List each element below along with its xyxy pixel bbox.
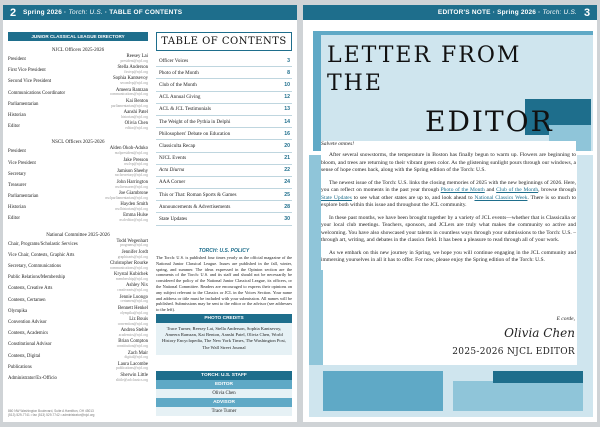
toc-item[interactable] [156,201,292,213]
directory-person [120,214,149,225]
advisor-label: ADVISOR [156,398,292,407]
toc-item[interactable] [156,213,292,225]
closing: E corde, [556,316,575,322]
salutation: Salvete omnes! [321,141,355,147]
toc-item-title: AAA Corner [159,179,186,186]
toc-item-title: Officer Voices [159,57,189,64]
toc-item-page: 21 [284,155,290,162]
directory-group-heading: NJCL Officers 2025-2026 [51,48,105,53]
directory-role: First Vice President [8,68,46,74]
deco-block-bottom2 [323,371,443,411]
directory-person [123,159,148,170]
toc-item-title: This or That: Roman Sports & Games [159,191,237,198]
directory-person [113,77,148,88]
directory-email[interactable]: programs@njcl.org [120,243,148,248]
footer-address: 860 NW Washington Boulevard, Suite A Hamilton, OH 45013 [8,408,94,413]
directory-name: Bennett Henkel [118,305,148,311]
directory-name: Ashley Nix [126,283,148,289]
toc-item-title: The Weight of the Pythia in Delphi [159,118,231,125]
directory-row [8,147,148,158]
title-line-3: EDITOR [425,105,554,138]
directory-name: Brian Compton [118,339,148,345]
directory-person [117,340,148,351]
directory-role: Parliamentarian [8,101,39,107]
directory-email[interactable]: nscltreasurer@njcl.org [115,184,148,189]
toc-item-title: Announcements & Advertisements [159,203,231,210]
paragraph-4: As we embark on this new journey in Spring, we hope you will continue engaging in the JCL community and immersing yourselves in all it has to offer. For now, please enjoy the Spring edition of the Torch: U.S. [321,249,576,264]
directory-name: Reesey Lai [126,54,148,59]
toc-item-page: 28 [284,203,290,210]
directory-email[interactable]: communications@njcl.org [109,92,148,97]
title-line-1: LETTER FROM [327,43,522,68]
toc-item-title: Classiculta Recap [159,142,196,149]
right-page [303,5,597,422]
directory-email[interactable]: nsclpresident@njcl.org [114,151,148,156]
toc-item[interactable] [156,140,292,152]
directory-person [124,352,148,363]
directory-role: Secretary [8,171,27,177]
toc-item[interactable] [156,67,292,79]
editor-name: Olivia Chen [212,391,236,396]
directory-name: Alden Okoh-Aduko [109,146,148,152]
directory-name: Christopher Rourke [110,261,148,266]
directory-name: Andrea Stehle [120,328,148,334]
directory-role: Contests, Digital [8,353,41,359]
staff-title: TORCH: U.S. STAFF [156,371,292,380]
toc-item[interactable] [156,92,292,104]
left-page [3,5,297,422]
directory-role: Publications [8,364,32,370]
directory-role: Treasurer [8,182,27,188]
directory-role: Contests, Academics [8,331,48,337]
directory-row [8,214,148,225]
directory-name: Emma Hulse [123,213,148,219]
directory-name: Joe Giambrone [118,191,148,197]
directory-email[interactable]: nscleditor@njcl.org [119,218,148,223]
toc-item-page: 24 [284,179,290,186]
toc-item-page: 13 [284,106,290,113]
directory-email[interactable]: communications@njcl.org [109,265,148,270]
directory-email[interactable]: president@njcl.org [120,58,148,63]
header-text: EDITOR'S NOTE · Spring 2026 · Torch: U.S. [437,9,577,16]
directory-footer [8,409,148,417]
directory-email[interactable]: publications@njcl.org [116,366,148,371]
credits-title: PHOTO CREDITS [156,314,292,323]
right-header [303,5,597,20]
toc-item[interactable] [156,79,292,91]
directory-email[interactable]: nsclparliamentarian@njcl.org [105,195,148,200]
advisor-name: Trace Turner [211,409,237,414]
deco-block-bottom3 [453,381,583,411]
toc-item-title: ACL & JCL Testimonials [159,106,211,113]
directory-name: Hayden Smith [120,202,148,208]
directory-email[interactable]: constitution@njcl.org [116,344,148,349]
toc-item-page: 25 [284,191,290,198]
directory-name: Krystal Kubichek [114,272,148,278]
directory-email[interactable]: digital@njcl.org [124,355,148,360]
directory-name: Stella Anderson [117,65,148,71]
toc-item[interactable] [156,55,292,67]
toc-item-page: 3 [287,57,290,64]
directory-email[interactable]: secondvp@njcl.org [120,81,148,86]
link-state-updates[interactable]: State Updates [321,194,352,201]
directory-row [8,374,148,385]
table-of-contents [156,32,292,226]
directory-person [117,284,148,295]
directory-role: Editor [8,216,20,222]
toc-title: TABLE OF CONTENTS [156,32,292,51]
directory-name: Jamison Sheehy [116,168,148,174]
directory-role: Chair, Programs/Scholastic Services [8,241,78,247]
left-header [3,5,297,20]
directory-email[interactable]: nsclsecretary@njcl.org [114,173,148,178]
directory-name: Zach Mair [127,350,148,356]
directory-row [8,340,148,351]
directory-row [8,122,148,133]
policy-text: The Torch: U.S. is published four times yearly as the official magazine of the National Junior Classical League. Issues are published in the fall, winter, spring, and summer. The ideas expressed in the Opinion section are the comments of the Torch: U.S. and its staff and should not be necessarily be considered the policy of the National Junior Classical League, its officers, or the National Committee. Readers are encouraged to express their opinions on any subject relevant to the Classics or JCL in the Voices Section. Your name and address or title must be included with your submission. All names will be published. Submissions may be sent to the editor or the advisor (see addresses to the left). [156,255,292,313]
directory-email[interactable]: historian@njcl.org [121,114,148,119]
policy-title: TORCH: U.S. POLICY [198,248,250,254]
toc-item[interactable] [156,177,292,189]
directory-name: Ameera Ramzan [115,87,148,93]
page-number: 3 [583,6,591,19]
toc-item-title: Photo of the Month [159,69,199,76]
directory-role: Contests, Creative Arts [8,286,53,292]
toc-item-page: 14 [284,118,290,125]
paragraph-1: After several snowstorms, the temperature in Boston has finally begun to warm up. Flowers are beginning to bloom, and trees are returning to their vibrant green color. As the glistening sunlight pours through our windows, a sense of hope comes back, along with the Spring edition of the Torch: U.S. [321,152,576,174]
toc-item[interactable] [156,189,292,201]
directory-email[interactable]: certamen@njcl.org [120,299,148,304]
toc-item[interactable] [156,116,292,128]
directory-role: Editor [8,124,20,130]
directory-email[interactable]: firstvp@njcl.org [124,69,148,74]
link-club-of-the-month[interactable]: Club of the Month [496,187,539,194]
directory-role: Olympika [8,308,28,314]
toc-item-page: 10 [284,81,290,88]
signature: Olivia Chen [504,326,575,340]
header-text: Spring 2026 · Torch: U.S. · TABLE OF CONTENTS [23,9,183,16]
directory-email[interactable]: nsclvp@njcl.org [124,162,148,167]
directory-name: Aanshi Patel [123,109,148,115]
directory-role: Convention Advisor [8,319,47,325]
directory-banner: JUNIOR CLASSICAL LEAGUE DIRECTORY [8,32,148,41]
toc-item-title: Acta Diurna [159,167,185,174]
directory-name: Liz Bouis [129,316,148,322]
toc-item-title: NJCL Events [159,155,187,162]
directory-role: President [8,57,26,62]
directory-group-heading: National Committee 2025-2026 [46,232,110,238]
directory-role: Historian [8,205,26,211]
directory-email[interactable]: convention@njcl.org [117,321,148,326]
directory-role: Communications Coordinator [8,90,66,96]
title-line-2: THE [327,71,383,96]
toc-item-page: 16 [284,130,290,137]
directory-role: Vice President [8,160,36,166]
signer-role: 2025-2026 NJCL EDITOR [452,347,575,357]
directory-row [8,352,148,363]
toc-item[interactable] [156,165,292,177]
directory-role: Parliamentarian [8,194,39,200]
toc-item-page: 8 [287,69,290,76]
toc-item-title: ACL Annual Giving [159,94,201,101]
footer-contact: (513) 529-7741 • fax (513) 529-7742 • administrator@njcl.org [8,412,95,417]
directory-person [125,122,148,133]
staff-box [156,371,292,416]
directory-email[interactable]: membership@njcl.org [115,276,148,281]
directory-name: Todd Wegenhart [116,238,148,244]
paragraph-2: The newest issue of the Torch: U.S. links the closing memories of 2025 with the new beginnings of 2026. Here, you can reflect on moments in the past year through Photo of the Month and Club of the Month, browse through State Updates to see what other states are up to, and look ahead to National Classics Week. There is so much to explore both within this issue and throughout the JCL community. [321,179,577,209]
directory-email[interactable]: nsclhistorian@njcl.org [115,207,148,212]
toc-item-title: Club of the Month [159,81,197,88]
directory-email[interactable]: olympika@njcl.org [120,310,148,315]
policy-section [156,248,292,313]
directory-role: Second Vice President [8,79,52,85]
directory-email[interactable]: parliamentarian@njcl.org [111,103,148,108]
toc-item[interactable] [156,104,292,116]
editor-label: EDITOR [156,380,292,389]
toc-item-title: Philosophers' Debate on Education [159,130,231,137]
directory-name: Sherwin Little [120,372,148,378]
directory-person [116,374,148,385]
link-national-classics-week[interactable]: National Classics Week [474,194,528,201]
directory-role: Secretary, Communications [8,264,61,269]
directory-name: Jennifer Jordt [121,249,148,255]
directory-role: Historian [8,112,26,118]
directory-row [8,307,148,318]
directory [8,32,148,385]
directory-name: Jake Presson [123,157,148,163]
directory-role: Public Relations/Membership [8,275,66,281]
directory-name: Laura Lacombe [117,361,148,367]
toc-item-page: 30 [284,216,290,223]
directory-email[interactable]: creativearts@njcl.org [117,288,148,293]
page-number: 2 [9,6,17,19]
directory-group-heading: NSCL Officers 2025-2026 [51,140,105,146]
directory-email[interactable]: editor@njcl.org [125,125,148,130]
directory-name: John Harrington [116,179,148,185]
directory-role: Contests, Certamen [8,297,46,303]
toc-item-page: 12 [284,94,290,101]
toc-item[interactable] [156,153,292,165]
directory-role: President [8,149,26,155]
credits-text: Trace Turner, Reesey Lai, Stella Anderson, Sophia Kantsevoy, Ameera Ramzan, Kai Benton, Aanshi Patel, Olivia Chen, World History Encyclopedia, The New York Times, The Washington Post, The Wall Street Journal [162,326,286,350]
directory-name: Olivia Chen [124,121,148,127]
directory-person [110,147,148,158]
directory-email[interactable]: academics@njcl.org [118,332,148,337]
directory-row [8,159,148,170]
directory-role: Constitutional Advisor [8,342,52,348]
directory-row [8,77,148,88]
directory-role: Vice Chair, Contests, Graphic Arts [8,252,75,258]
link-photo-of-the-month[interactable]: Photo of the Month [440,187,485,194]
directory-role: Administrator/Ex-Officio [8,375,57,381]
photo-credits [156,314,292,355]
deco-block-bottom4 [493,371,583,383]
paragraph-3: In these past months, we have been brought together by a variety of JCL events—whether that is Classicalia or your local club meetings. Teachers, sponsors, and JCLers are truly what makes the community so active and welcoming. You have also showcased your talents in countless ways through your submissions to the Torch: U.S. – through art, writing, and debates in the classics field. It has been a pleasure to read through all of your work. [321,214,576,244]
toc-item[interactable] [156,128,292,140]
toc-item-title: State Updates [159,216,188,223]
directory-email[interactable]: graphicarts@njcl.org [117,254,148,259]
toc-item-page: 22 [284,167,290,174]
toc-list [156,55,292,226]
directory-email[interactable]: slittle@aclclassics.org [115,377,148,382]
directory-name: Jennie Luongo [119,294,148,300]
directory-name: Kai Benton [126,98,148,104]
toc-item-page: 20 [284,142,290,149]
directory-row [8,284,148,295]
letter-body [321,141,576,270]
deco-block-side2 [577,155,593,375]
directory-name: Sophia Kantsevoy [112,76,148,82]
